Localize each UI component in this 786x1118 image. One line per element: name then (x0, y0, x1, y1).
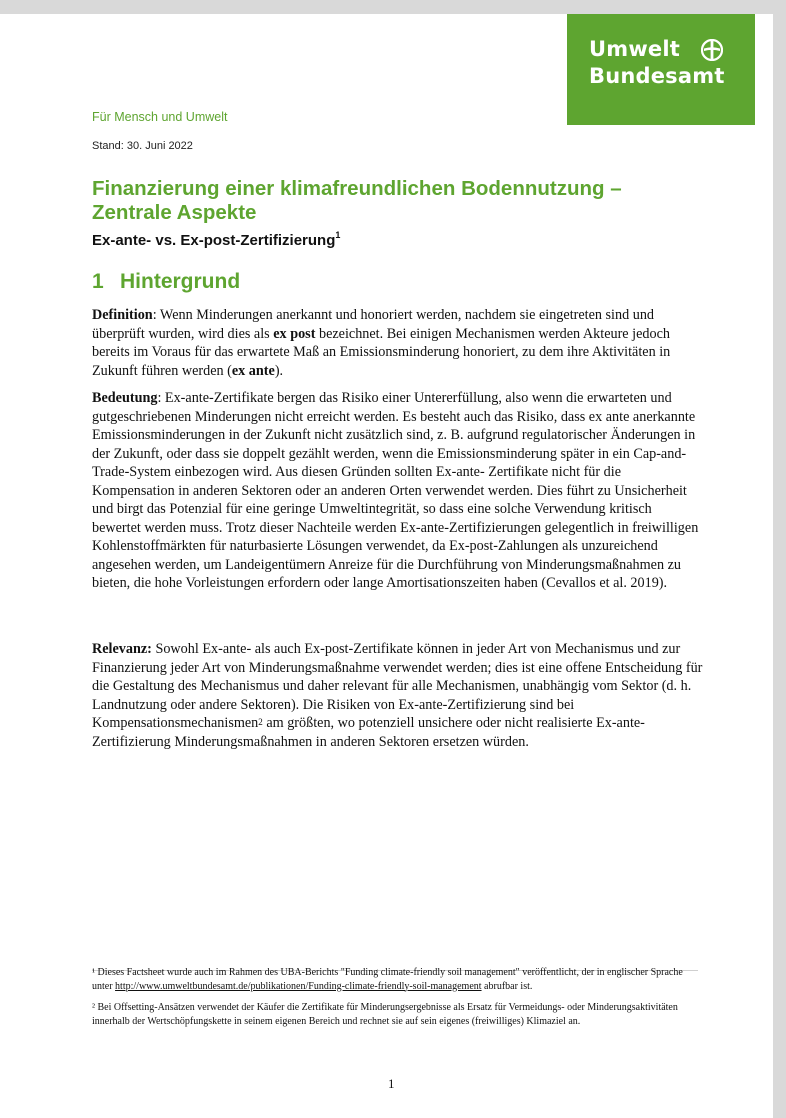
definition-text-2: bezeichnet. Bei einigen Mechanismen werden Akteure jedoch bereits im Voraus für das erwartete Maß an Emissionsminderung honoriert, zu dem ihre Aktivitäten in Zukunft führen werden ( (92, 325, 671, 379)
footnote-1-text: Dieses Factsheet wurde auch im Rahmen des UBA-Berichts "Funding climate-friendly soil management" veröffentlicht, der in englischer Sprache unter (92, 967, 683, 992)
bedeutung-text: : Ex-ante-Zertifikate bergen das Risiko einer Untererfüllung, also wenn die erwarteten und gutgeschriebenen Minderungen nicht erreicht werden. Es besteht auch das Risiko, dass ex ante anerkannte Emissionsminderungen in der Zukunft nicht zusätzlich sind, z. B. aufgrund regulatorischer Änderungen in der Zukunft, oder dass sie doppelt gezählt werden, wenn die Emissionsminderung später in ein Cap-and-Trade-System einbezogen wird. Aus diesen Gründen sollten Ex-ante- Zertifikate nicht für die Kompensation in anderen Sektoren oder an anderen Orten verwendet werden. Dies führt zu Unsicherheit und birgt das Potenzial für eine geringe Umweltintegrität, so dass eine solche Verwendung kritisch bewertet werden muss. Trotz dieser Nachteile werden Ex-ante-Zertifizierungen gelegentlich in freiwilligen Kohlenstoffmärkten für naturbasierte Lösungen verwendet, da Ex-post-Zahlungen als unzureichend angesehen werden, um Landeigentümern Anreize für die Durchführung von Minderungsmaßnahmen zu bieten, die hohe Vorleistungen erfordern oder lange Amortisationszeiten haben (Cevallos et al. 2019). (92, 390, 699, 591)
uba-logo (567, 14, 755, 125)
footnote-1-link[interactable]: http://www.umweltbundesamt.de/publikationen/Funding-climate-friendly-soil-management (115, 980, 482, 992)
page-number: 1 (388, 1076, 395, 1091)
document-date: Stand: 30. Juni 2022 (92, 140, 193, 152)
paragraph-definition (92, 306, 704, 380)
section-title: Hintergrund (120, 270, 241, 293)
footnote-1-mark: ¹ (92, 967, 95, 978)
definition-bold-ex-post: ex post (273, 325, 316, 342)
footnote-1 (92, 966, 704, 993)
document-title: Finanzierung einer klimafreundlichen Bodennutzung – Zentrale Aspekte (92, 177, 622, 224)
footnote-2-text: Bei Offsetting-Ansätzen verwendet der Käufer die Zertifikate für Minderungsergebnisse als Ersatz für Vermeidungs- oder Minderungsaktivitäten innerhalb der Wertschöpfungskette in seinem eigenen Bereich und rechnet sie auf sein eigenes (freiwilliges) Klimaziel an. (92, 1002, 678, 1027)
document-page (0, 14, 773, 1118)
uba-figure-icon (701, 39, 723, 61)
footnote-ref-1[interactable]: 1 (335, 230, 341, 240)
definition-text-3: ). (274, 362, 284, 379)
logo-line-bundesamt: Bundesamt (589, 64, 725, 88)
definition-bold-ex-ante: ex ante (231, 362, 275, 379)
subtitle-text: Ex-ante- vs. Ex-post-Zertifizierung (92, 232, 336, 249)
section-heading (92, 270, 240, 294)
definition-label: Definition (92, 307, 153, 323)
footnote-1-text-end: abrufbar ist. (481, 980, 533, 992)
paragraph-relevanz (92, 640, 704, 751)
document-subtitle (92, 232, 340, 249)
logo-line-umwelt: Umwelt (589, 37, 681, 61)
section-number: 1 (92, 270, 104, 293)
footnote-ref-2[interactable]: 2 (258, 717, 263, 727)
relevanz-text-1: Sowohl Ex-ante- als auch Ex-post-Zertifikate können in jeder Art von Mechanismus und zur Finanzierung jeder Art von Minderungsmaßnahme verwendet werden; dies ist eine offene Entscheidung für die Gestaltung des Mechanismus und daher relevant für alle Mechanismen, unabhängig vom Sektor (d. h. Landnutzung oder andere Sektoren). Die Risiken von Ex-ante-Zertifizierung sind bei Kompensationsmechanismen (92, 641, 703, 731)
footnote-2-mark: ² (92, 1002, 95, 1013)
relevanz-text-2: am größten, wo potenziell unsichere oder nicht realisierte Ex-ante-Zertifizierung Minderungsmaßnahmen in anderen Sektoren ersetzen würden. (92, 715, 645, 750)
definition-text-1: : Wenn Minderungen anerkannt und honoriert werden, nachdem sie eingetreten sind und überprüft wurden, wird dies als (92, 307, 655, 342)
relevanz-label: Relevanz: (92, 641, 152, 657)
bedeutung-label: Bedeutung (92, 390, 158, 406)
slogan: Für Mensch und Umwelt (92, 110, 228, 124)
footnote-2 (92, 1001, 704, 1028)
paragraph-bedeutung (92, 389, 704, 593)
